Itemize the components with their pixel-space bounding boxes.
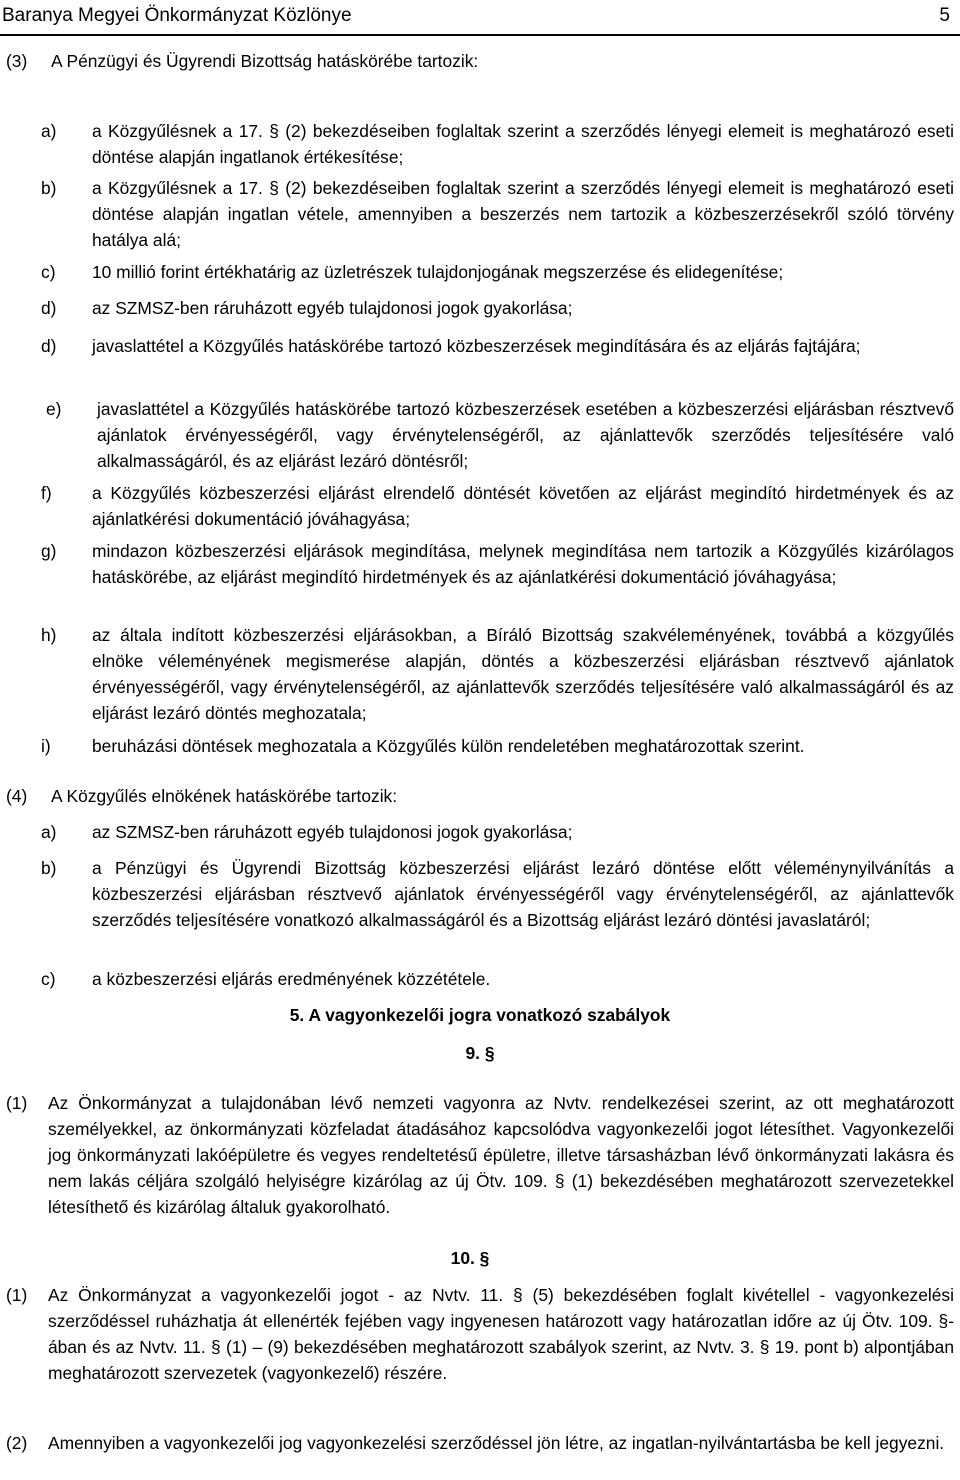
item-label: d): [41, 336, 57, 356]
item-label: c): [41, 969, 56, 989]
list-item: az általa indított közbeszerzési eljárásokban, a Bíráló Bizottság szakvéleményének, továbbá a közgyűlés elnöke véleményének megismerése alapján, döntés a közbeszerzési eljárásban résztvevő ajánlatok érvényességéről, vagy érvénytelenségéről, az ajánlattevők szerződés teljesítésére való alkalmasságáról és az eljárást lezáró döntés meghozatala;: [92, 625, 954, 723]
paragraph-10-heading: 10. §: [450, 1248, 490, 1268]
item-label: b): [41, 858, 57, 878]
paragraph-10-text-2: Amennyiben a vagyonkezelői jog vagyonkezelési szerződéssel jön létre, az ingatlan-nyilvántartásba be kell jegyezni.: [48, 1433, 945, 1453]
section-4-label: (4): [6, 786, 28, 806]
chapter-title: 5. A vagyonkezelői jogra vonatkozó szabályok: [289, 1005, 671, 1025]
list-item: beruházási döntések meghozatala a Közgyűlés külön rendeletében meghatározottak szerint.: [92, 736, 805, 756]
list-item: a Pénzügyi és Ügyrendi Bizottság közbeszerzési eljárást lezáró döntése előtt véleménynyilvánítás a közbeszerzési eljárásban résztvevő ajánlatok érvényességéről vagy érvénytelenségéről, az ajánlattevők szerződés teljesítésére vonatkozó alkalmasságáról és a Bizottság eljárást lezáró döntési javaslatáról;: [92, 858, 954, 930]
item-label: g): [41, 541, 57, 561]
paragraph-9-text: Az Önkormányzat a tulajdonában lévő nemzeti vagyonra az Nvtv. rendelkezései szerint, az ott meghatározott személyekkel, az önkormányzati közfeladat átadásához kapcsolódva vagyonkezelői jogot létesíthet. Vagyonkezelői jog önkormányzati lakóépületre és vegyes rendeltetésű épületre, illetve társasházban lévő önkormányzati lakásra és nem lakás céljára szolgáló helyiségre kizárólag az új Ötv. 109. § (1) bekezdésében meghatározott szervezetekkel létesíthető és kizárólag általuk gyakorolható.: [48, 1093, 954, 1217]
list-item: javaslattétel a Közgyűlés hatáskörébe tartozó közbeszerzések esetében a közbeszerzési eljárásban résztvevő ajánlatok érvényességéről, vagy érvénytelenségéről, az ajánlattevők szerződés teljesítésére való alkalmasságáról, és az eljárást lezáró döntésről;: [97, 399, 954, 471]
paragraph-10-text-1: Az Önkormányzat a vagyonkezelői jogot - az Nvtv. 11. § (5) bekezdésében foglalt kivétellel - vagyonkezelési szerződéssel ruházhatja át ellenérték fejében vagy ingyenesen határozott vagy határozatlan időre az új Ötv. 109. §-ában és az Nvtv. 11. § (1) – (9) bekezdésében meghatározott szabályok szerint, az Nvtv. 3. § 19. pont b) alpontjában meghatározott szervezetek (vagyonkezelő) részére.: [48, 1285, 954, 1383]
page-number: 5: [939, 5, 950, 26]
item-label: e): [46, 399, 62, 419]
item-label: f): [41, 483, 52, 503]
item-label: i): [41, 736, 51, 756]
list-item: a Közgyűlésnek a 17. § (2) bekezdéseiben foglaltak szerint a szerződés lényegi elemeit is meghatározó eseti döntése alapján ingatlan vétele, amennyiben a beszerzés nem tartozik a közbeszerzésekről szóló törvény hatálya alá;: [92, 178, 954, 250]
list-item: az SZMSZ-ben ráruházott egyéb tulajdonosi jogok gyakorlása;: [92, 298, 573, 318]
item-label: h): [41, 625, 57, 645]
list-item: a Közgyűlésnek a 17. § (2) bekezdéseiben foglaltak szerint a szerződés lényegi elemeit is meghatározó eseti döntése alapján ingatlanok értékesítése;: [92, 121, 954, 167]
list-item: mindazon közbeszerzési eljárások megindítása, melynek megindítása nem tartozik a Közgyűlés kizárólagos hatáskörébe, az eljárást megindító hirdetmények és az ajánlatkérési dokumentáció jóváhagyása;: [92, 541, 954, 587]
section-4-intro: A Közgyűlés elnökének hatáskörébe tartozik:: [51, 786, 398, 806]
journal-title: Baranya Megyei Önkormányzat Közlönye: [2, 5, 352, 26]
page-header: [0, 0, 960, 36]
paragraph-9-heading: 9. §: [465, 1043, 495, 1063]
item-label: a): [41, 121, 57, 141]
item-label: (1): [6, 1285, 28, 1305]
section-3-intro: A Pénzügyi és Ügyrendi Bizottság hatáskörébe tartozik:: [51, 51, 479, 71]
list-item: az SZMSZ-ben ráruházott egyéb tulajdonosi jogok gyakorlása;: [92, 822, 573, 842]
list-item: a közbeszerzési eljárás eredményének közzététele.: [92, 969, 491, 989]
item-label: (2): [6, 1433, 28, 1453]
item-label: d): [41, 298, 57, 318]
section-3-label: (3): [6, 51, 28, 71]
list-item: a Közgyűlés közbeszerzési eljárást elrendelő döntését követően az eljárást megindító hirdetmények és az ajánlatkérési dokumentáció jóváhagyása;: [92, 483, 954, 529]
list-item: 10 millió forint értékhatárig az üzletrészek tulajdonjogának megszerzése és elidegenítése;: [92, 262, 784, 282]
list-item: javaslattétel a Közgyűlés hatáskörébe tartozó közbeszerzések megindítására és az eljárás fajtájára;: [92, 336, 861, 356]
item-label: (1): [6, 1093, 28, 1113]
item-label: b): [41, 178, 57, 198]
item-label: c): [41, 262, 56, 282]
item-label: a): [41, 822, 57, 842]
